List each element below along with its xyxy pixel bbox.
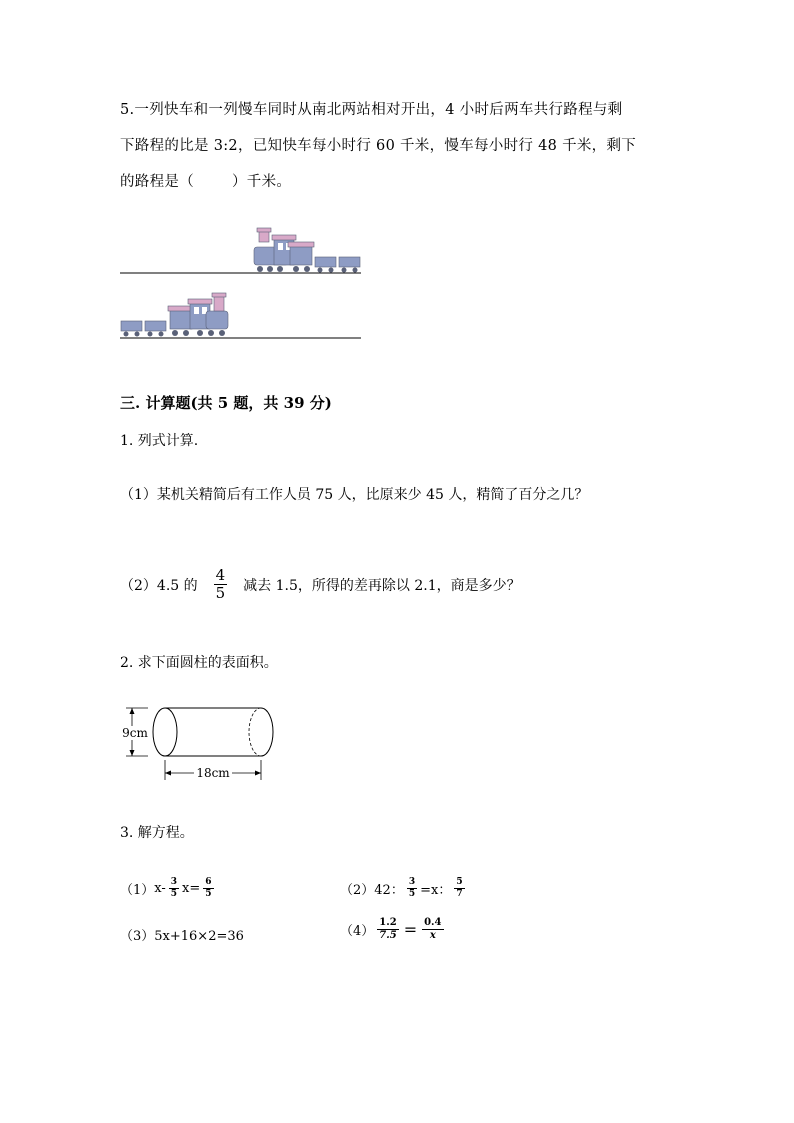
q5-line3-end: ）千米。 bbox=[232, 174, 292, 190]
q5-line3-start: 的路程是（ bbox=[120, 174, 194, 190]
calc1-sub2-start: （2）4.5 的 bbox=[120, 577, 198, 594]
fraction-5-7: $\frac{5}{7}$ bbox=[456, 877, 463, 899]
train-bottom bbox=[121, 293, 228, 337]
q5-line1: 5.一列快车和一列慢车同时从南北两站相对开出，4 小时后两车共行路程与剩 bbox=[120, 102, 623, 118]
section-title: 三. 计算题(共 5 题，共 39 分) bbox=[120, 394, 332, 412]
fraction-6-5: $\frac{6}{5}$ bbox=[205, 877, 212, 899]
calc2-title: 2. 求下面圆柱的表面积。 bbox=[120, 655, 278, 671]
fraction-4-5: $\frac{4}{5}$ bbox=[215, 566, 226, 602]
calc1-title: 1. 列式计算. bbox=[120, 433, 199, 449]
length-label: 18cm bbox=[196, 766, 230, 780]
cylinder-figure bbox=[118, 700, 288, 784]
equation-2: （2） 42： $\frac{3}{5}$ =x： $\frac{5}{7}$ bbox=[340, 877, 463, 899]
fraction-0.4-x: $\frac{0.4}{x}$ bbox=[424, 917, 442, 941]
q5-line3 bbox=[120, 170, 291, 191]
calc1-sub1: （1）某机关精简后有工作人员 75 人，比原来少 45 人，精简了百分之几？ bbox=[120, 487, 589, 503]
calc1-sub2 bbox=[120, 568, 521, 601]
height-label: 9cm bbox=[122, 726, 148, 740]
q5-line2: 下路程的比是 3:2，已知快车每小时行 60 千米，慢车每小时行 48 千米，剩下 bbox=[120, 138, 637, 154]
calc1-sub2-end: 减去 1.5，所得的差再除以 2.1，商是多少？ bbox=[243, 577, 521, 594]
calc3-title: 3. 解方程。 bbox=[120, 825, 194, 841]
equation-4: （4） $\frac{1.2}{7.5}$ = $\frac{0.4}{x}$ bbox=[340, 917, 442, 941]
trains-illustration bbox=[118, 225, 368, 343]
train-top bbox=[254, 228, 360, 273]
equation-1: （1） x- $\frac{3}{5}$ x= $\frac{6}{5}$ bbox=[120, 877, 212, 899]
fraction-3-5b: $\frac{3}{5}$ bbox=[408, 877, 416, 899]
fraction-1.2-7.5: $\frac{1.2}{7.5}$ bbox=[379, 917, 397, 941]
fraction-3-5: $\frac{3}{5}$ bbox=[170, 877, 178, 899]
equation-3: （3）5x+16×2=36 bbox=[120, 929, 244, 944]
